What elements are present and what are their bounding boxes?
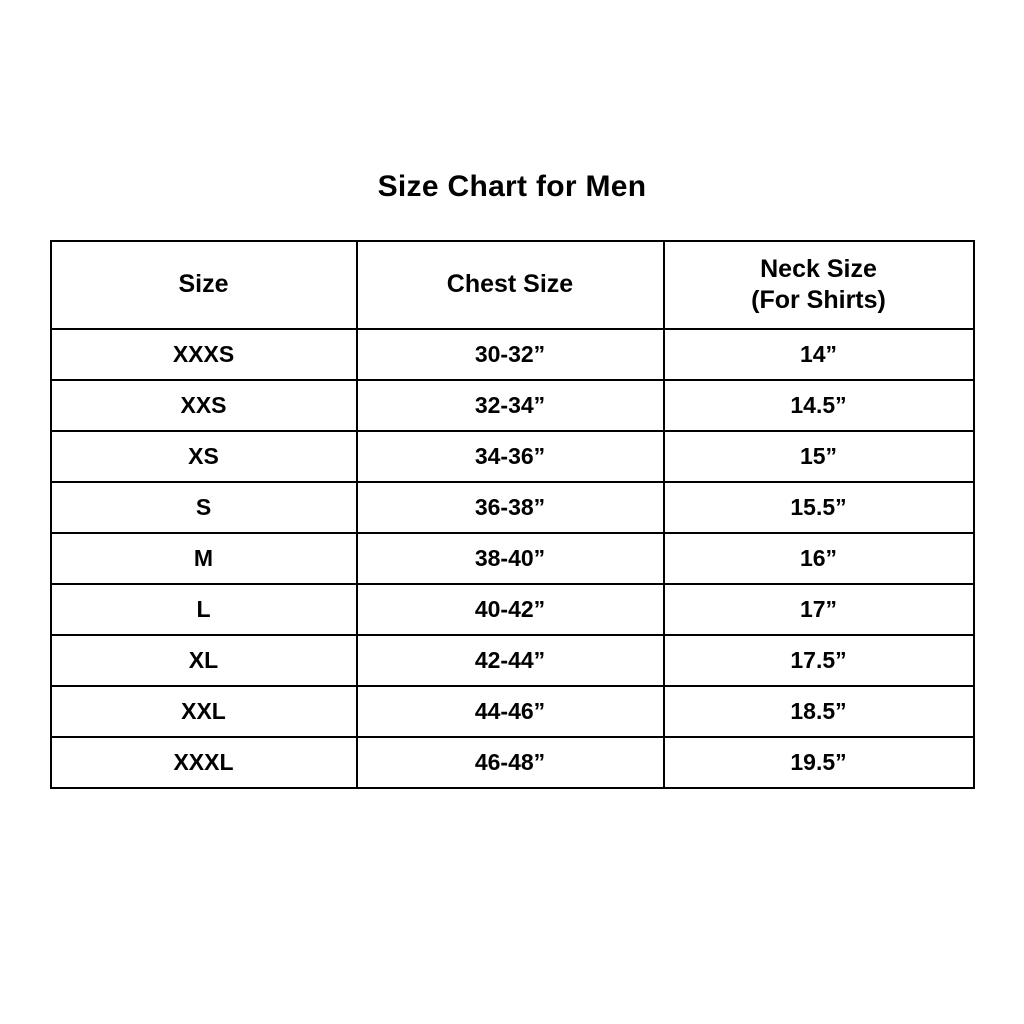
- table-cell: 30-32”: [357, 329, 664, 380]
- table-cell: 15”: [664, 431, 974, 482]
- table-cell: S: [51, 482, 357, 533]
- table-cell: 14.5”: [664, 380, 974, 431]
- table-cell: 36-38”: [357, 482, 664, 533]
- table-cell: 15.5”: [664, 482, 974, 533]
- table-row: [51, 737, 974, 788]
- table-row: [51, 635, 974, 686]
- table-cell: XS: [51, 431, 357, 482]
- column-header-sublabel: (For Shirts): [751, 286, 886, 314]
- table-row: [51, 584, 974, 635]
- table-cell: XXS: [51, 380, 357, 431]
- column-header-label: Size: [178, 270, 229, 299]
- table-row: [51, 380, 974, 431]
- table-cell: M: [51, 533, 357, 584]
- table-cell: XXXL: [51, 737, 357, 788]
- table-cell: 17”: [664, 584, 974, 635]
- column-header-0: [51, 241, 357, 329]
- table-cell: 42-44”: [357, 635, 664, 686]
- table-cell: 17.5”: [664, 635, 974, 686]
- column-header-label: Chest Size: [446, 270, 574, 299]
- table-header-row: [51, 241, 974, 329]
- table-cell: 32-34”: [357, 380, 664, 431]
- table-row: [51, 329, 974, 380]
- table-row: [51, 482, 974, 533]
- column-header-label: Neck Size: [760, 254, 877, 283]
- table-row: [51, 431, 974, 482]
- column-header-2: [664, 241, 974, 329]
- column-header-1: [357, 241, 664, 329]
- table-cell: 44-46”: [357, 686, 664, 737]
- table-cell: 46-48”: [357, 737, 664, 788]
- table-cell: 38-40”: [357, 533, 664, 584]
- table-cell: XXL: [51, 686, 357, 737]
- table-cell: 40-42”: [357, 584, 664, 635]
- table-row: [51, 686, 974, 737]
- table-cell: 14”: [664, 329, 974, 380]
- table-cell: XXXS: [51, 329, 357, 380]
- size-chart-table: [50, 240, 975, 789]
- page-title: Size Chart for Men: [377, 170, 647, 203]
- table-cell: 19.5”: [664, 737, 974, 788]
- table-cell: XL: [51, 635, 357, 686]
- table-cell: 18.5”: [664, 686, 974, 737]
- table-cell: 16”: [664, 533, 974, 584]
- table-cell: L: [51, 584, 357, 635]
- table-cell: 34-36”: [357, 431, 664, 482]
- table-row: [51, 533, 974, 584]
